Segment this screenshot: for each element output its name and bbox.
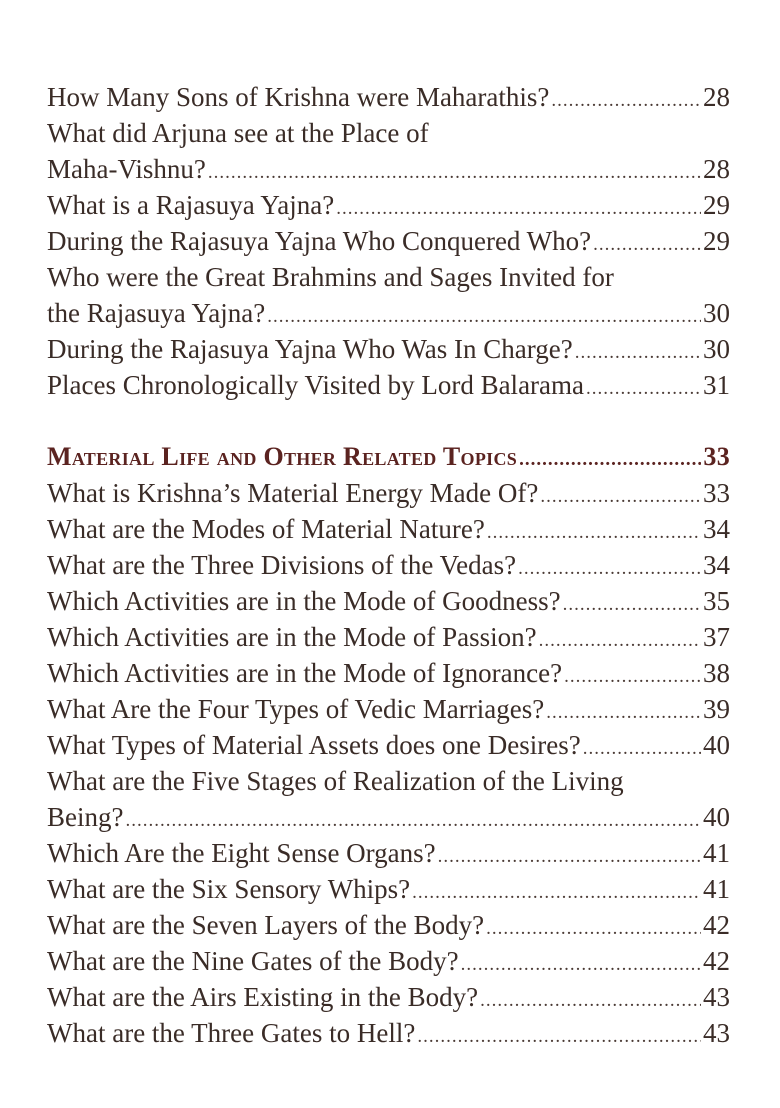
toc-entry-line	[47, 511, 730, 547]
toc-group-1	[47, 79, 730, 403]
page-number: 43	[703, 1018, 730, 1048]
entry-title: Places Chronologically Visited by Lord Balarama	[47, 370, 585, 400]
entry-title: What are the Five Stages of Realization of the Living	[47, 766, 624, 796]
entry-title: Being?	[47, 802, 124, 832]
toc-entry-line	[47, 763, 730, 799]
page-number: 39	[703, 694, 730, 724]
leader-dots	[583, 731, 701, 767]
toc-entry-line	[47, 691, 730, 727]
leader-dots	[487, 515, 701, 551]
page-number: 29	[703, 226, 730, 256]
entry-title: What did Arjuna see at the Place of	[47, 118, 429, 148]
toc-entry-line	[47, 79, 730, 115]
toc-entry-line	[47, 115, 730, 151]
page-number: 38	[703, 658, 730, 688]
page-number: 29	[703, 190, 730, 220]
entry-title: What are the Nine Gates of the Body?	[47, 946, 459, 976]
leader-dots	[461, 947, 701, 983]
page-number: 37	[703, 622, 730, 652]
leader-dots	[563, 587, 701, 623]
toc-entry-line	[47, 655, 730, 691]
toc-entry-line	[47, 367, 730, 403]
page-number: 33	[703, 478, 730, 508]
toc-entry-line	[47, 619, 730, 655]
toc-entry[interactable]	[47, 655, 730, 691]
toc-entry-line	[47, 943, 730, 979]
leader-dots	[438, 839, 701, 875]
toc-entry-line	[47, 583, 730, 619]
toc-section-heading[interactable]	[47, 439, 730, 475]
entry-title: What are the Three Gates to Hell?	[47, 1018, 416, 1048]
entry-title: What Types of Material Assets does one Desires?	[47, 730, 581, 760]
leader-dots	[575, 335, 701, 371]
entry-title: Who were the Great Brahmins and Sages Invited for	[47, 262, 614, 292]
entry-title: Which Activities are in the Mode of Goodness?	[47, 586, 561, 616]
toc-entry[interactable]	[47, 619, 730, 655]
toc-entry[interactable]	[47, 511, 730, 547]
entry-title: Which Activities are in the Mode of Ignorance?	[47, 658, 563, 688]
toc-entry[interactable]	[47, 943, 730, 979]
toc-entry[interactable]	[47, 547, 730, 583]
leader-dots	[486, 911, 701, 947]
leader-dots	[540, 479, 701, 515]
toc-entry[interactable]	[47, 727, 730, 763]
toc-entry-line	[47, 187, 730, 223]
leader-dots	[480, 983, 701, 1019]
page-number: 34	[703, 514, 730, 544]
entry-title: What is Krishna’s Material Energy Made Of?	[47, 478, 539, 508]
page-number: 40	[703, 730, 730, 760]
toc-entry[interactable]	[47, 907, 730, 943]
leader-dots	[417, 1019, 701, 1055]
toc-entry[interactable]	[47, 187, 730, 223]
page-number: 43	[703, 982, 730, 1012]
leader-dots	[564, 659, 701, 695]
leader-dots	[586, 371, 701, 407]
toc-entry[interactable]	[47, 475, 730, 511]
toc-entry-line	[47, 331, 730, 367]
entry-title: Which Activities are in the Mode of Passion?	[47, 622, 537, 652]
page-number: 40	[703, 802, 730, 832]
entry-title: Which Are the Eight Sense Organs?	[47, 838, 436, 868]
page-number: 42	[703, 946, 730, 976]
entry-title: What are the Modes of Material Nature?	[47, 514, 485, 544]
toc-entry[interactable]	[47, 367, 730, 403]
entry-title: What are the Six Sensory Whips?	[47, 874, 411, 904]
toc-entry[interactable]	[47, 583, 730, 619]
entry-title: During the Rajasuya Yajna Who Was In Charge?	[47, 334, 573, 364]
page-number: 34	[703, 550, 730, 580]
page-number: 28	[703, 82, 730, 112]
leader-dots	[125, 803, 701, 839]
toc-group-2	[47, 475, 730, 1051]
toc-entry-line	[47, 979, 730, 1015]
toc-entry[interactable]	[47, 223, 730, 259]
entry-title: the Rajasuya Yajna?	[47, 298, 266, 328]
page-number: 41	[703, 874, 730, 904]
page-number: 31	[703, 370, 730, 400]
page-number: 30	[703, 334, 730, 364]
leader-dots	[539, 623, 701, 659]
toc-entry-line	[47, 151, 730, 187]
toc-entry[interactable]	[47, 331, 730, 367]
entry-title: During the Rajasuya Yajna Who Conquered Who?	[47, 226, 592, 256]
toc-entry[interactable]	[47, 763, 730, 835]
page-number: 42	[703, 910, 730, 940]
page-number: 30	[703, 298, 730, 328]
leader-dots	[336, 191, 701, 227]
toc-entry[interactable]	[47, 259, 730, 331]
toc-entry-line	[47, 871, 730, 907]
entry-title: What Are the Four Types of Vedic Marriages?	[47, 694, 545, 724]
leader-dots	[519, 442, 701, 478]
leader-dots	[412, 875, 701, 911]
toc-entry[interactable]	[47, 979, 730, 1015]
spacer	[47, 403, 730, 439]
section-title: Material Life and Other Related Topics	[47, 442, 518, 471]
toc-entry-line	[47, 547, 730, 583]
section-page-number: 33	[703, 442, 730, 471]
toc-entry-line	[47, 259, 730, 295]
entry-title: How Many Sons of Krishna were Maharathis?	[47, 82, 550, 112]
entry-title: What is a Rajasuya Yajna?	[47, 190, 335, 220]
entry-title: What are the Airs Existing in the Body?	[47, 982, 479, 1012]
toc-entry-line	[47, 295, 730, 331]
entry-title: Maha-Vishnu?	[47, 154, 206, 184]
toc-entry[interactable]	[47, 79, 730, 115]
page-number: 35	[703, 586, 730, 616]
entry-title: What are the Three Divisions of the Vedas?	[47, 550, 517, 580]
leader-dots	[551, 83, 701, 119]
toc-entry-line	[47, 799, 730, 835]
toc-entry[interactable]	[47, 1015, 730, 1051]
toc-entry-line	[47, 223, 730, 259]
toc-entry-line	[47, 475, 730, 511]
toc-entry-line	[47, 727, 730, 763]
leader-dots	[593, 227, 701, 263]
page-number: 41	[703, 838, 730, 868]
toc-entry[interactable]	[47, 115, 730, 187]
leader-dots	[208, 155, 701, 191]
leader-dots	[267, 299, 701, 335]
toc-entry[interactable]	[47, 691, 730, 727]
toc-entry-line	[47, 1015, 730, 1051]
table-of-contents	[47, 79, 730, 1051]
leader-dots	[518, 551, 701, 587]
page-number: 28	[703, 154, 730, 184]
toc-entry[interactable]	[47, 871, 730, 907]
toc-entry-line	[47, 835, 730, 871]
leader-dots	[546, 695, 701, 731]
toc-entry-line	[47, 907, 730, 943]
entry-title: What are the Seven Layers of the Body?	[47, 910, 485, 940]
toc-entry[interactable]	[47, 835, 730, 871]
